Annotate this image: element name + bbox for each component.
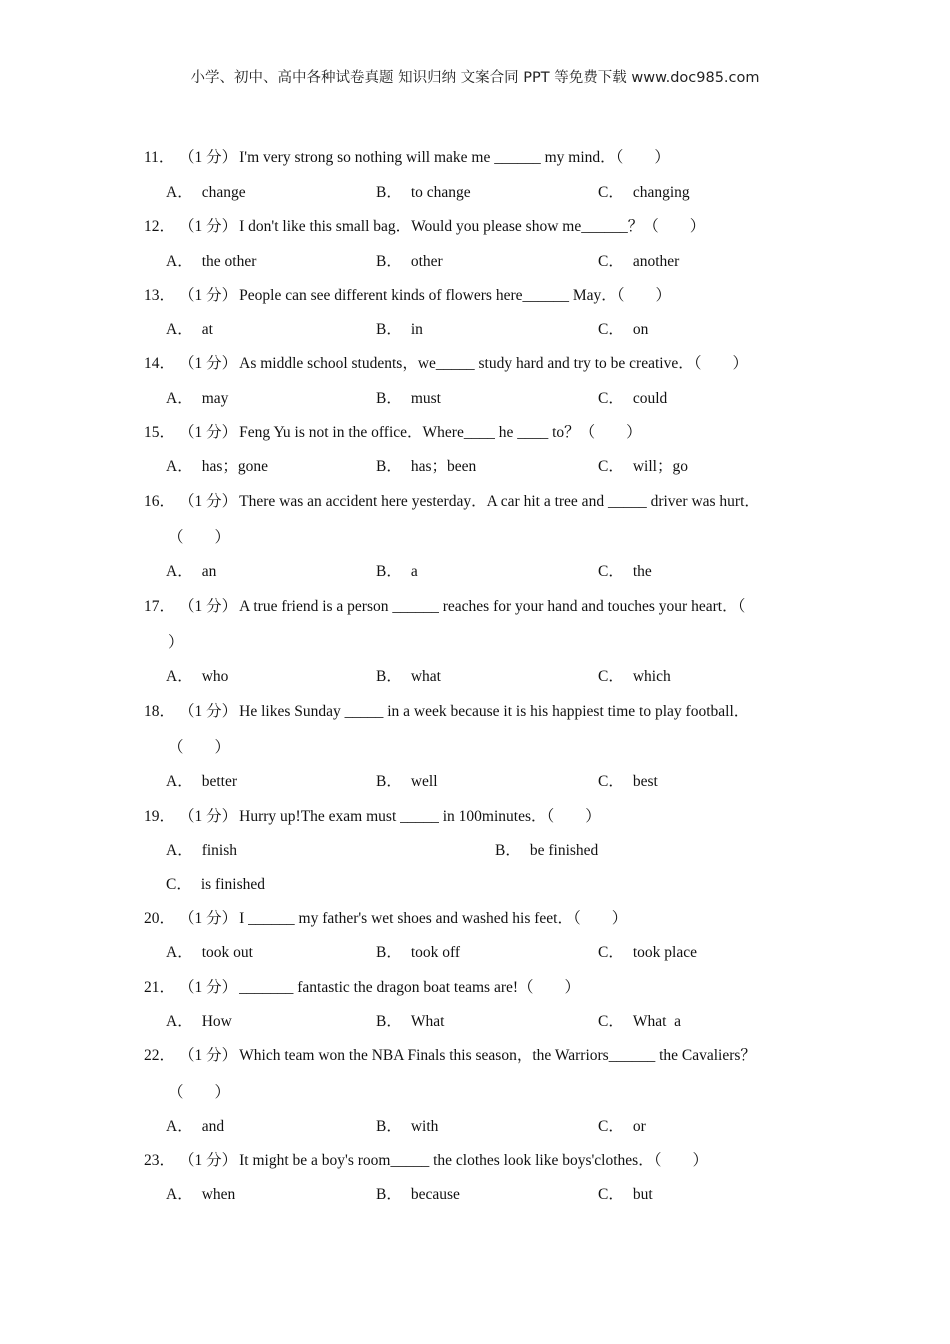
question-stem: A true friend is a person ______ reaches for your hand and touches your heart．（ — [239, 598, 746, 615]
question-stem: I'm very strong so nothing will make me ______ my mind．（ ） — [239, 149, 670, 166]
question-points: （1 分） — [179, 910, 238, 927]
option-c: C． could — [598, 390, 668, 407]
option-a: A． has；gone — [166, 458, 268, 475]
option-c: C． will；go — [598, 458, 688, 475]
question-11 — [144, 148, 812, 168]
question-stem: Hurry up!The exam must _____ in 100minutes．（ ） — [239, 808, 601, 825]
option-a: A． finish — [166, 842, 238, 859]
answer-bracket: （ ） — [168, 529, 231, 546]
question-points: （1 分） — [179, 1152, 238, 1169]
option-a: A． took out — [166, 944, 253, 961]
option-c: C． changing — [598, 184, 690, 201]
question-points: （1 分） — [179, 287, 238, 304]
question-14 — [144, 354, 812, 374]
question-12 — [144, 217, 812, 237]
question-stem: Feng Yu is not in the office．Where____ he ____ to？（ ） — [239, 424, 642, 441]
question-points: （1 分） — [179, 703, 238, 720]
question-15 — [144, 423, 812, 443]
question-23 — [144, 1151, 812, 1171]
option-c: C． on — [598, 321, 649, 338]
option-b: B． to change — [376, 184, 471, 201]
question-points: （1 分） — [179, 355, 238, 372]
option-a: A． may — [166, 390, 229, 407]
question-16 — [144, 492, 812, 512]
option-b: B． with — [376, 1118, 439, 1135]
question-stem: People can see different kinds of flowers here______ May．（ ） — [239, 287, 672, 304]
question-stem: As middle school students，we_____ study hard and try to be creative．（ ） — [239, 355, 748, 372]
option-c: C． best — [598, 773, 658, 790]
option-c: C． another — [598, 253, 680, 270]
question-18 — [144, 702, 812, 722]
question-number: 12． — [144, 218, 176, 235]
question-number: 21． — [144, 979, 176, 996]
option-c: C． or — [598, 1118, 646, 1135]
question-number: 23． — [144, 1152, 176, 1169]
option-a: A． when — [166, 1186, 236, 1203]
question-points: （1 分） — [179, 808, 238, 825]
answer-bracket: （ ） — [168, 1084, 231, 1101]
option-c: C． took place — [598, 944, 697, 961]
option-a: A． better — [166, 773, 237, 790]
question-stem: _______ fantastic the dragon boat teams are!（ ） — [239, 979, 581, 996]
question-stem: I ______ my father's wet shoes and washed his feet．（ ） — [239, 910, 628, 927]
question-points: （1 分） — [179, 149, 238, 166]
option-b: B． a — [376, 563, 418, 580]
option-b: B． what — [376, 668, 441, 685]
option-a: A． change — [166, 184, 246, 201]
question-20 — [144, 909, 812, 929]
question-number: 22． — [144, 1047, 176, 1064]
question-13 — [144, 286, 812, 306]
question-number: 20． — [144, 910, 176, 927]
question-points: （1 分） — [179, 493, 238, 510]
option-b: B． well — [376, 773, 438, 790]
option-a: A． at — [166, 321, 213, 338]
question-points: （1 分） — [179, 598, 238, 615]
option-c: C． the — [598, 563, 652, 580]
question-number: 14． — [144, 355, 176, 372]
option-c: C． which — [598, 668, 671, 685]
question-22 — [144, 1046, 812, 1066]
question-stem: He likes Sunday _____ in a week because it is his happiest time to play football． — [239, 703, 750, 720]
question-number: 18． — [144, 703, 176, 720]
question-19 — [144, 807, 812, 827]
question-17 — [144, 597, 812, 617]
question-stem: There was an accident here yesterday．A car hit a tree and _____ driver was hurt． — [239, 493, 760, 510]
option-b: B． What — [376, 1013, 445, 1030]
option-b: B． because — [376, 1186, 460, 1203]
question-number: 16． — [144, 493, 176, 510]
option-c: C． but — [598, 1186, 653, 1203]
option-c: C． What a — [598, 1013, 682, 1030]
question-points: （1 分） — [179, 424, 238, 441]
question-number: 17． — [144, 598, 176, 615]
question-number: 19． — [144, 808, 176, 825]
option-b: B． in — [376, 321, 423, 338]
question-stem: Which team won the NBA Finals this season，the Warriors______ the Cavaliers？ — [239, 1047, 756, 1064]
question-number: 11． — [144, 149, 175, 166]
option-c: C． is finished — [166, 876, 265, 893]
option-b: B． be finished — [495, 842, 599, 859]
question-number: 15． — [144, 424, 176, 441]
question-points: （1 分） — [179, 1047, 238, 1064]
question-points: （1 分） — [179, 218, 238, 235]
option-b: B． other — [376, 253, 443, 270]
option-a: A． the other — [166, 253, 257, 270]
option-a: A． and — [166, 1118, 225, 1135]
option-a: A． who — [166, 668, 229, 685]
option-b: B． has；been — [376, 458, 477, 475]
question-stem: I don't like this small bag．Would you please show me______？（ ） — [239, 218, 706, 235]
page-header: 小学、初中、高中各种试卷真题 知识归纳 文案合同 PPT 等免费下载 www.doc985.com — [190, 70, 760, 86]
question-21 — [144, 978, 812, 998]
option-b: B． must — [376, 390, 441, 407]
answer-bracket: （ ） — [168, 739, 231, 756]
question-points: （1 分） — [179, 979, 238, 996]
option-a: A． How — [166, 1013, 232, 1030]
answer-bracket: ） — [168, 634, 184, 651]
question-number: 13． — [144, 287, 176, 304]
option-a: A． an — [166, 563, 217, 580]
question-stem: It might be a boy's room_____ the clothes look like boys'clothes．（ ） — [239, 1152, 708, 1169]
option-b: B． took off — [376, 944, 461, 961]
